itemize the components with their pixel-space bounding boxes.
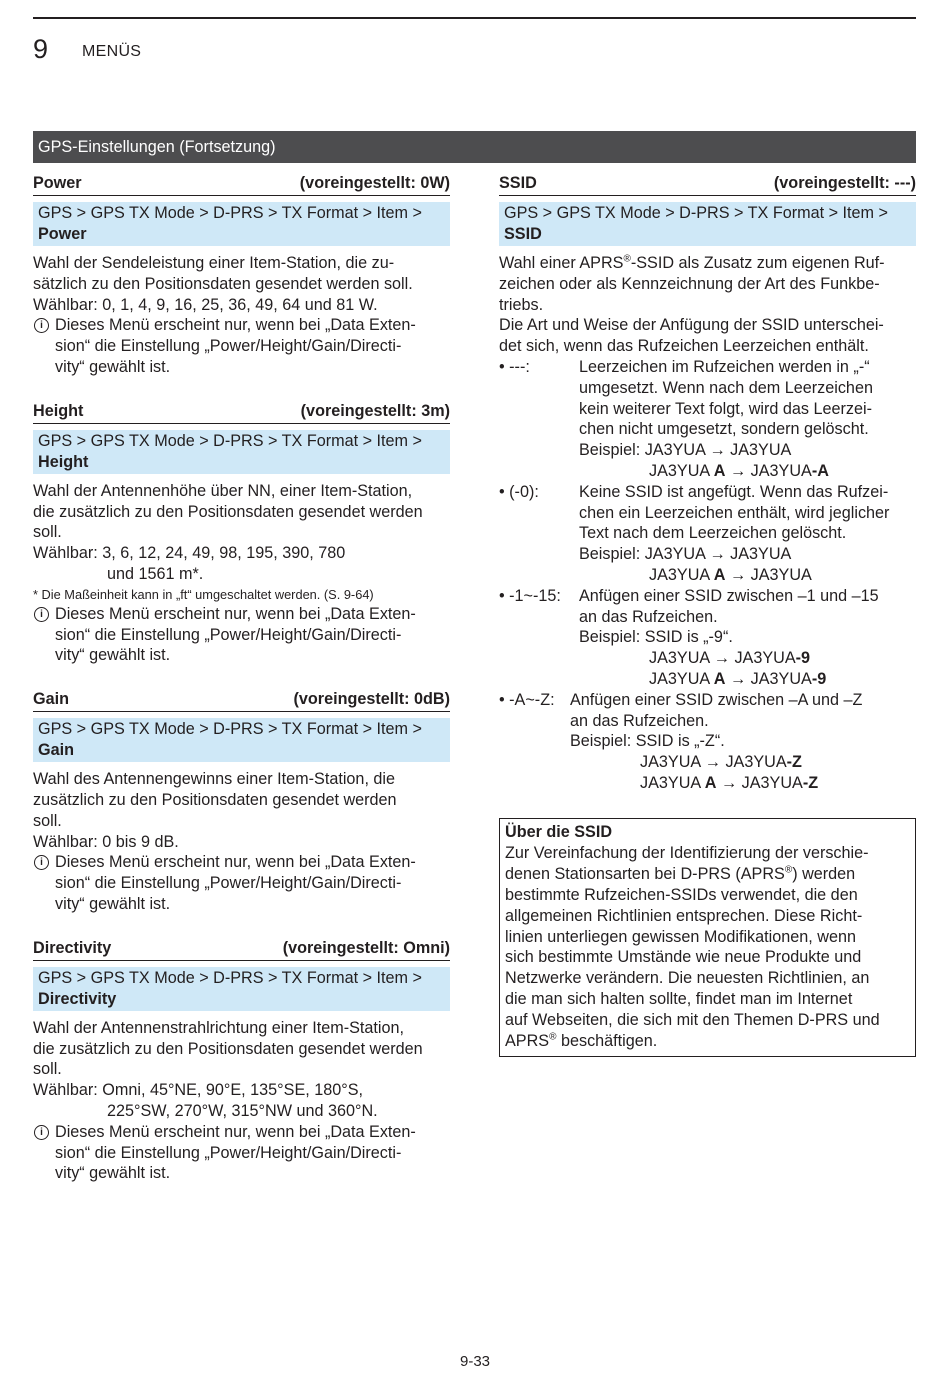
ssid-desc-line: Die Art und Weise der Anfügung der SSID unterschei- — [499, 316, 884, 335]
directivity-desc-line: Wahl der Antennenstrahlrichtung einer Item-Station, — [33, 1018, 405, 1037]
about-ssid-line: linien unterliegen gewissen Modifikationen, wenn — [505, 927, 856, 946]
gain-heading — [33, 689, 450, 712]
info-circle-icon: i — [34, 318, 49, 333]
about-ssid-line: bestimmte Rufzeichen-SSIDs verwendet, die den — [505, 885, 858, 904]
registered-mark: ® — [549, 1031, 557, 1043]
height-desc-line: und 1561 m*. — [107, 564, 204, 583]
ssid-menu-path — [499, 202, 916, 246]
example-text: JA3YUA — [640, 773, 705, 792]
example-text: → JA3YUA — [725, 669, 812, 688]
directivity-default: (voreingestellt: Omni) — [282, 938, 450, 957]
directivity-desc-line: Wählbar: Omni, 45°NE, 90°E, 135°SE, 180°S, — [33, 1081, 364, 1100]
note-line: sion“ die Einstellung „Power/Height/Gain/Directi- — [55, 1143, 402, 1162]
example-line — [570, 731, 916, 752]
gain-menu-path — [33, 718, 450, 762]
example-text: SSID is „-9“. — [644, 628, 733, 647]
ssid-default: (voreingestellt: ---) — [773, 174, 916, 192]
ssid-heading — [499, 173, 916, 196]
ssid-option-text — [579, 586, 916, 690]
power-desc-line: Wahl der Sendeleistung einer Item-Station, die zu- — [33, 254, 395, 272]
directivity-title: Directivity — [33, 938, 112, 957]
gain-note — [33, 852, 450, 914]
option-line: chen ein Leerzeichen enthält, wird jeglicher — [579, 503, 890, 522]
about-ssid-part: beschäftigen. — [556, 1032, 658, 1051]
example-bold: A — [704, 773, 717, 792]
option-line: an das Rufzeichen. — [570, 711, 709, 730]
option-line: Leerzeichen im Rufzeichen werden in „-“ — [579, 357, 870, 376]
height-desc-line: soll. — [33, 523, 62, 542]
height-heading — [33, 401, 450, 424]
example-text: JA3YUA — [649, 669, 714, 688]
height-desc-line: Wahl der Antennenhöhe über NN, einer Item-Station, — [33, 481, 413, 500]
example-text: → JA3YUA — [725, 565, 812, 584]
note-line: Dieses Menü erscheint nur, wenn bei „Data Exten- — [55, 853, 416, 872]
info-circle-icon: i — [34, 607, 49, 622]
note-line: Dieses Menü erscheint nur, wenn bei „Data Exten- — [55, 604, 416, 623]
ssid-option — [499, 357, 916, 482]
left-column — [33, 173, 450, 1206]
about-ssid-title: Über die SSID — [505, 823, 613, 841]
power-default: (voreingestellt: 0W) — [299, 174, 450, 192]
option-line: chen nicht umgesetzt, sondern gelöscht. — [579, 420, 869, 439]
gain-path-item: Gain — [38, 741, 74, 760]
example-bold: -A — [811, 461, 829, 480]
note-line: sion“ die Einstellung „Power/Height/Gain/Directi- — [55, 874, 402, 893]
directivity-heading — [33, 938, 450, 961]
about-ssid-box — [499, 818, 916, 1057]
about-ssid-line: die man sich halten sollte, findet man im Internet — [505, 990, 853, 1009]
directivity-note — [33, 1122, 450, 1184]
height-default: (voreingestellt: 3m) — [300, 401, 450, 420]
example-text: JA3YUA → JA3YUA — [649, 649, 796, 668]
right-column — [499, 173, 916, 816]
directivity-menu-path — [33, 967, 450, 1011]
height-path-text: GPS > GPS TX Mode > D-PRS > TX Format > Item > — [38, 431, 422, 450]
ssid-desc-line: det sich, wenn das Rufzeichen Leerzeichen enthält. — [499, 337, 869, 356]
ssid-option-key: • -A~-Z: — [499, 690, 555, 709]
note-line: sion“ die Einstellung „Power/Height/Gain/Directi- — [55, 337, 402, 356]
height-note — [33, 604, 450, 666]
power-menu-path — [33, 202, 450, 246]
example-bold: A — [713, 461, 726, 480]
ssid-path-text: GPS > GPS TX Mode > D-PRS > TX Format > Item > — [504, 204, 888, 222]
power-note — [33, 315, 450, 377]
example-text: JA3YUA → JA3YUA — [644, 545, 792, 564]
ssid-option — [499, 482, 916, 586]
power-desc-line: sätzlich zu den Positionsdaten gesendet werden soll. — [33, 274, 413, 293]
power-desc-line: Wählbar: 0, 1, 4, 9, 16, 25, 36, 49, 64 und 81 W. — [33, 295, 378, 314]
registered-mark: ® — [784, 864, 793, 876]
height-section — [33, 401, 450, 666]
directivity-section — [33, 938, 450, 1184]
example-text: JA3YUA → JA3YUA — [644, 441, 792, 460]
directivity-desc-line: die zusätzlich zu den Positionsdaten gesendet werden — [33, 1039, 423, 1058]
page-number: 9-33 — [459, 1353, 491, 1370]
note-line: vity“ gewählt ist. — [55, 1164, 171, 1183]
note-line: Dieses Menü erscheint nur, wenn bei „Data Exten- — [55, 1122, 416, 1141]
example-bold: -9 — [811, 669, 827, 688]
example-text: → JA3YUA — [725, 461, 812, 480]
example-bold: -Z — [802, 773, 819, 792]
example-label: Beispiel: — [579, 545, 645, 564]
height-footnote: * Die Maßeinheit kann in „ft“ umgeschaltet werden. (S. 9-64) — [33, 586, 374, 602]
option-line: Text nach dem Leerzeichen gelöscht. — [579, 524, 847, 543]
registered-mark: ® — [623, 253, 631, 265]
about-ssid-line: Netzwerke verändern. Die neuesten Richtlinien, an — [505, 969, 870, 988]
example-line — [570, 752, 916, 773]
section-banner: GPS-Einstellungen (Fortsetzung) — [33, 131, 916, 163]
ssid-desc-part: Wahl einer APRS — [499, 254, 624, 272]
ssid-description — [499, 253, 916, 794]
gain-desc-line: soll. — [33, 811, 62, 830]
ssid-section — [499, 173, 916, 794]
ssid-option — [499, 586, 916, 690]
power-description — [33, 253, 450, 378]
example-line — [579, 544, 916, 565]
power-section — [33, 173, 450, 378]
height-description — [33, 481, 450, 666]
ssid-option-text — [579, 482, 916, 586]
example-bold: A — [713, 565, 726, 584]
about-ssid-line: Zur Vereinfachung der Identifizierung der verschie- — [505, 843, 869, 862]
example-bold: -9 — [795, 649, 811, 668]
about-ssid-line: allgemeinen Richtlinien entsprechen. Diese Richt- — [505, 906, 863, 925]
info-circle-icon: i — [34, 855, 49, 870]
height-desc-line: die zusätzlich zu den Positionsdaten gesendet werden — [33, 502, 423, 521]
top-rule — [33, 17, 916, 19]
example-line — [570, 773, 916, 794]
ssid-desc-line — [499, 253, 916, 274]
example-label: Beispiel: — [579, 441, 645, 460]
directivity-desc-line: 225°SW, 270°W, 315°NW und 360°N. — [107, 1101, 378, 1120]
about-ssid-line: auf Webseiten, die sich mit den Themen D-PRS und — [505, 1011, 880, 1030]
about-ssid-part: APRS — [505, 1032, 550, 1051]
gain-default: (voreingestellt: 0dB) — [293, 690, 450, 709]
gain-section — [33, 689, 450, 915]
option-line: umgesetzt. Wenn nach dem Leerzeichen — [579, 378, 873, 397]
gain-title: Gain — [33, 690, 69, 709]
note-line: vity“ gewählt ist. — [55, 646, 171, 665]
height-title: Height — [33, 401, 84, 420]
option-line: kein weiterer Text folgt, wird das Leerzei- — [579, 399, 873, 418]
power-title: Power — [33, 174, 82, 192]
ssid-path-item: SSID — [504, 225, 542, 243]
example-bold: A — [713, 669, 726, 688]
note-line: sion“ die Einstellung „Power/Height/Gain/Directi- — [55, 625, 402, 644]
option-line: an das Rufzeichen. — [579, 607, 718, 626]
power-path-text: GPS > GPS TX Mode > D-PRS > TX Format > Item > — [38, 204, 422, 222]
ssid-option-key: • -1~-15: — [499, 586, 561, 605]
height-path-item: Height — [38, 452, 89, 471]
gain-desc-line: Wahl des Antennengewinns einer Item-Station, die — [33, 770, 396, 789]
about-ssid-part: ) werden — [792, 864, 856, 883]
note-line: vity“ gewählt ist. — [55, 894, 171, 913]
directivity-description — [33, 1018, 450, 1184]
chapter-title: MENÜS — [82, 43, 142, 60]
ssid-option-key: • (-0): — [499, 482, 539, 501]
example-text: JA3YUA → JA3YUA — [640, 753, 787, 772]
ssid-option-text — [579, 357, 916, 482]
about-ssid-part: denen Stationsarten bei D-PRS (APRS — [505, 864, 785, 883]
power-path-item: Power — [38, 225, 87, 243]
option-line: Keine SSID ist angefügt. Wenn das Rufzei- — [579, 482, 889, 501]
example-line — [579, 461, 916, 482]
ssid-option — [499, 690, 916, 794]
example-text: SSID is „-Z“. — [635, 732, 725, 751]
ssid-desc-line: zeichen oder als Kennzeichnung der Art des Funkbe- — [499, 274, 880, 293]
example-label: Beispiel: — [570, 732, 636, 751]
gain-desc-line: zusätzlich zu den Positionsdaten gesendet werden — [33, 790, 397, 809]
directivity-desc-line: soll. — [33, 1060, 62, 1079]
example-text: → JA3YUA — [716, 773, 803, 792]
option-line: Anfügen einer SSID zwischen –1 und –15 — [579, 586, 879, 605]
power-heading — [33, 173, 450, 196]
chapter-number: 9 — [33, 34, 49, 64]
example-text: JA3YUA — [649, 565, 714, 584]
example-label: Beispiel: — [579, 628, 645, 647]
info-circle-icon: i — [34, 1125, 49, 1140]
example-text: JA3YUA — [649, 461, 714, 480]
example-line — [579, 627, 916, 648]
gain-description — [33, 769, 450, 915]
directivity-path-text: GPS > GPS TX Mode > D-PRS > TX Format > Item > — [38, 968, 422, 987]
example-line — [579, 669, 916, 690]
about-ssid-line — [505, 864, 910, 885]
example-bold: -Z — [786, 753, 802, 772]
gain-path-text: GPS > GPS TX Mode > D-PRS > TX Format > Item > — [38, 720, 422, 739]
ssid-option-key: • ---: — [499, 357, 530, 376]
about-ssid-line — [505, 1031, 910, 1052]
gain-desc-line: Wählbar: 0 bis 9 dB. — [33, 832, 179, 851]
directivity-path-item: Directivity — [38, 989, 117, 1008]
ssid-option-list — [499, 357, 916, 794]
ssid-desc-line: triebs. — [499, 295, 544, 314]
example-line — [579, 648, 916, 669]
example-line — [579, 565, 916, 586]
option-line: Anfügen einer SSID zwischen –A und –Z — [570, 690, 863, 709]
note-line: Dieses Menü erscheint nur, wenn bei „Data Exten- — [55, 316, 416, 335]
about-ssid-line: sich bestimmte Umstände wie neue Produkte und — [505, 948, 862, 967]
ssid-option-text — [570, 690, 916, 794]
height-menu-path — [33, 430, 450, 474]
ssid-title: SSID — [499, 174, 537, 192]
ssid-desc-part: -SSID als Zusatz zum eigenen Ruf- — [630, 254, 885, 272]
height-desc-line: Wählbar: 3, 6, 12, 24, 49, 98, 195, 390, 780 — [33, 544, 346, 563]
note-line: vity“ gewählt ist. — [55, 357, 171, 376]
example-line — [579, 440, 916, 461]
